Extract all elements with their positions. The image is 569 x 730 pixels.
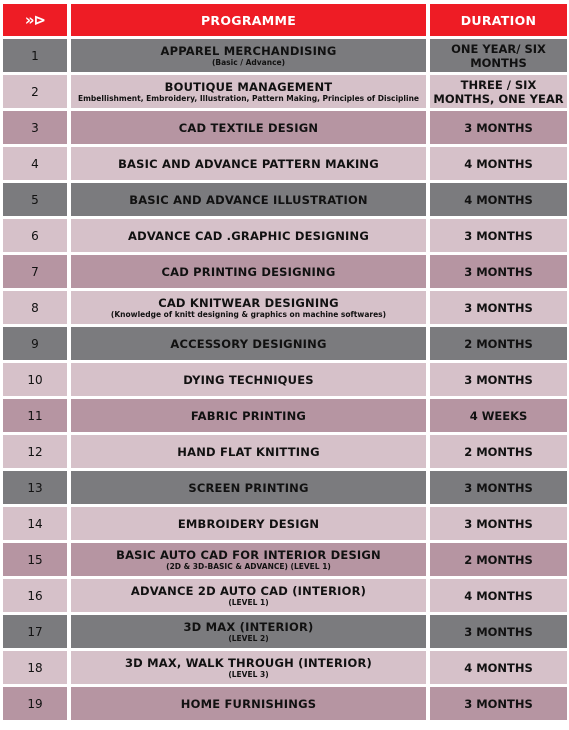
row-duration: 3 MONTHS: [430, 615, 567, 648]
row-number: 19: [3, 687, 67, 720]
row-programme: [71, 327, 426, 360]
programme-title: CAD PRINTING DESIGNING: [161, 264, 336, 279]
row-duration: 4 MONTHS: [430, 147, 567, 180]
row-duration: 2 MONTHS: [430, 543, 567, 576]
row-duration: 2 MONTHS: [430, 327, 567, 360]
row-duration: THREE / SIX MONTHS, ONE YEAR: [430, 75, 567, 108]
programme-title: DYING TECHNIQUES: [183, 372, 314, 387]
row-programme: [71, 507, 426, 540]
row-number: 1: [3, 39, 67, 72]
row-duration: 3 MONTHS: [430, 687, 567, 720]
row-programme: [71, 579, 426, 612]
row-number: 12: [3, 435, 67, 468]
programme-title: ADVANCE CAD .GRAPHIC DESIGNING: [128, 228, 369, 243]
programme-title: CAD TEXTILE DESIGN: [178, 120, 319, 135]
row-number: 2: [3, 75, 67, 108]
programme-title: FABRIC PRINTING: [190, 408, 307, 423]
programme-title: BASIC AND ADVANCE ILLUSTRATION: [129, 192, 368, 207]
programme-title: APPAREL MERCHANDISING: [160, 43, 337, 58]
row-number: 6: [3, 219, 67, 252]
programme-title: BASIC AND ADVANCE PATTERN MAKING: [118, 156, 379, 171]
programme-subtitle: (LEVEL 3): [228, 669, 269, 679]
row-duration: 2 MONTHS: [430, 435, 567, 468]
row-programme: [71, 39, 426, 72]
row-number: 3: [3, 111, 67, 144]
header-duration: DURATION: [430, 4, 567, 36]
programme-title: HAND FLAT KNITTING: [177, 444, 320, 459]
row-programme: [71, 363, 426, 396]
programme-title: SCREEN PRINTING: [188, 480, 309, 495]
programme-title: CAD KNITWEAR DESIGNING: [158, 295, 339, 310]
row-duration: 3 MONTHS: [430, 507, 567, 540]
programme-title: ADVANCE 2D AUTO CAD (INTERIOR): [130, 583, 367, 598]
programme-title: ACCESSORY DESIGNING: [170, 336, 327, 351]
row-number: 17: [3, 615, 67, 648]
row-number: 13: [3, 471, 67, 504]
row-duration: 4 MONTHS: [430, 183, 567, 216]
row-number: 5: [3, 183, 67, 216]
row-number: 10: [3, 363, 67, 396]
double-chevron-right-icon: »⊳: [24, 11, 46, 29]
row-programme: [71, 651, 426, 684]
row-number: 8: [3, 291, 67, 324]
row-programme: [71, 75, 426, 108]
row-programme: [71, 183, 426, 216]
row-number: 18: [3, 651, 67, 684]
row-programme: [71, 255, 426, 288]
row-duration: 3 MONTHS: [430, 471, 567, 504]
row-duration: ONE YEAR/ SIX MONTHS: [430, 39, 567, 72]
programme-subtitle: (Knowledge of knitt designing & graphics on machine softwares): [110, 309, 387, 319]
programme-title: EMBROIDERY DESIGN: [177, 516, 320, 531]
row-programme: [71, 687, 426, 720]
row-duration: 4 MONTHS: [430, 651, 567, 684]
programme-title: 3D MAX, WALK THROUGH (INTERIOR): [124, 655, 373, 670]
header-programme: PROGRAMME: [71, 4, 426, 36]
row-duration: 3 MONTHS: [430, 363, 567, 396]
row-duration: 4 MONTHS: [430, 579, 567, 612]
row-number: 4: [3, 147, 67, 180]
row-programme: [71, 435, 426, 468]
row-number: 11: [3, 399, 67, 432]
row-programme: [71, 291, 426, 324]
row-programme: [71, 471, 426, 504]
row-duration: 3 MONTHS: [430, 111, 567, 144]
programme-subtitle: (Basic / Advance): [211, 57, 286, 67]
row-duration: 3 MONTHS: [430, 291, 567, 324]
programme-subtitle: (2D & 3D-BASIC & ADVANCE) (LEVEL 1): [166, 561, 331, 571]
programme-title: 3D MAX (INTERIOR): [183, 619, 314, 634]
programme-title: HOME FURNISHINGS: [180, 696, 317, 711]
row-programme: [71, 219, 426, 252]
programme-title: BOUTIQUE MANAGEMENT: [164, 79, 333, 94]
row-programme: [71, 111, 426, 144]
row-number: 16: [3, 579, 67, 612]
header-icon-cell: [3, 4, 67, 36]
programme-subtitle: (LEVEL 2): [228, 633, 269, 643]
row-number: 14: [3, 507, 67, 540]
programme-subtitle: (LEVEL 1): [228, 597, 269, 607]
row-number: 15: [3, 543, 67, 576]
row-programme: [71, 399, 426, 432]
programme-subtitle: Embellishment, Embroidery, Illustration, Pattern Making, Principles of Discipline: [77, 93, 419, 103]
row-programme: [71, 543, 426, 576]
row-duration: 3 MONTHS: [430, 255, 567, 288]
row-number: 7: [3, 255, 67, 288]
row-programme: [71, 147, 426, 180]
row-number: 9: [3, 327, 67, 360]
row-duration: 4 WEEKS: [430, 399, 567, 432]
row-programme: [71, 615, 426, 648]
programme-title: BASIC AUTO CAD FOR INTERIOR DESIGN: [116, 547, 381, 562]
programme-table: [3, 4, 567, 720]
row-duration: 3 MONTHS: [430, 219, 567, 252]
